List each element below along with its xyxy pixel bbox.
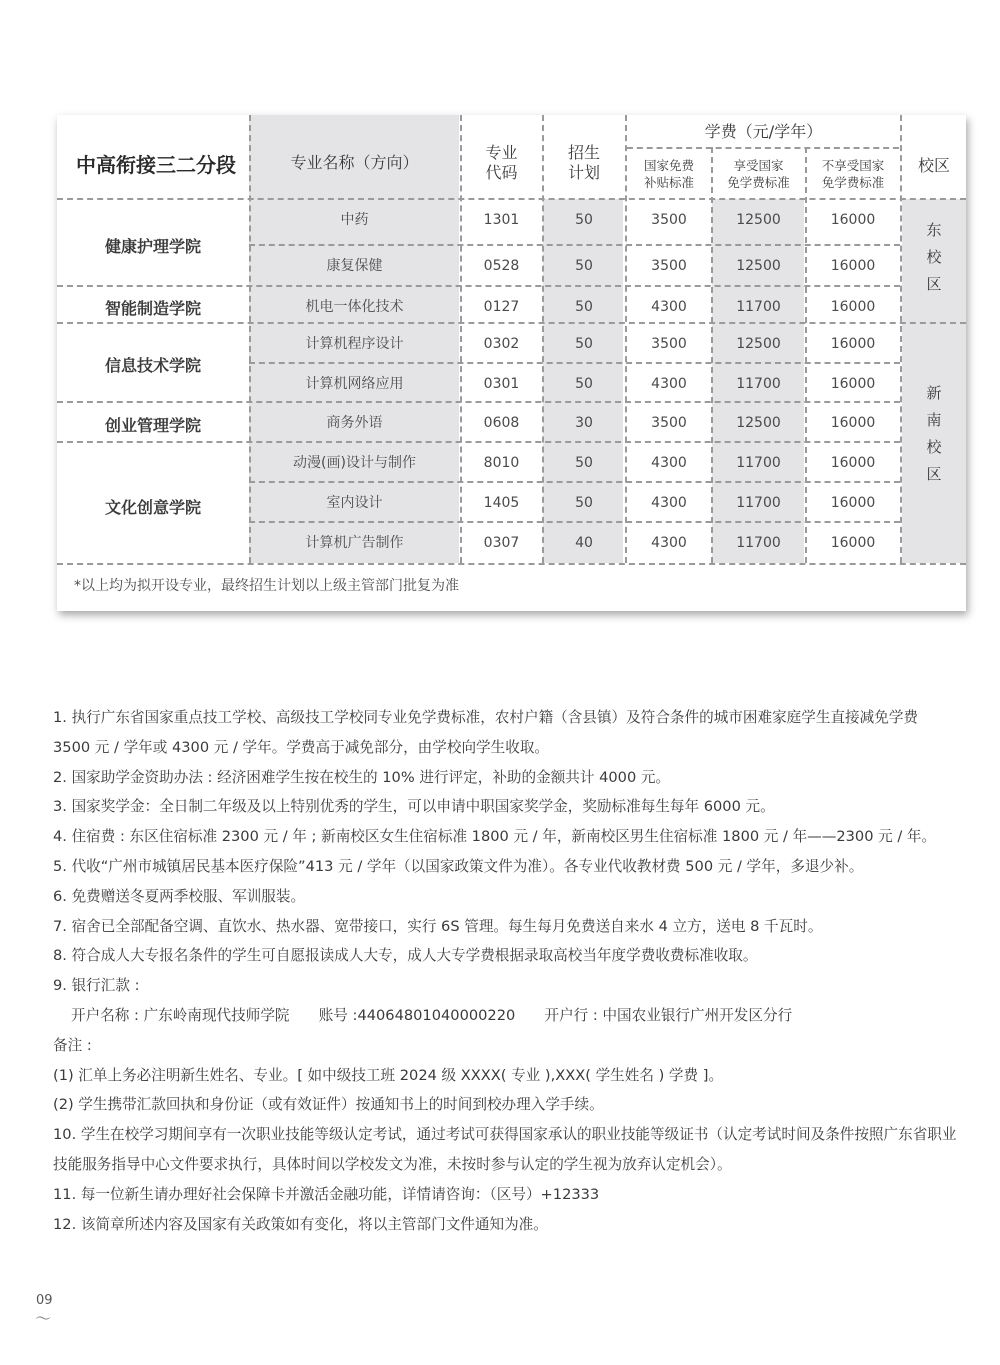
cell-major: 康复保健 <box>326 258 383 274</box>
cell-plan: 50 <box>575 299 593 315</box>
cell-fee1: 4300 <box>651 455 687 471</box>
cell-fee1: 3500 <box>651 212 687 228</box>
cell-fee2: 12500 <box>736 258 781 274</box>
cell-code: 0528 <box>483 258 520 274</box>
cell-fee2: 11700 <box>736 455 781 471</box>
note-item: 2. 国家助学金资助办法 : 经济困难学生按在校生的 10% 进行评定，补助的金额共计 4000 元。 <box>53 768 671 786</box>
cell-code: 8010 <box>483 455 520 471</box>
cell-code: 1301 <box>483 212 520 228</box>
cell-plan: 50 <box>575 455 593 471</box>
hline <box>249 362 900 364</box>
hline <box>249 481 900 483</box>
cell-fee2: 12500 <box>736 336 781 352</box>
campus-xinnan-char: 新 <box>926 384 942 402</box>
note-item: (1) 汇单上务必注明新生姓名、专业。[ 如中级技工班 2024 级 XXXX( 专业 ),XXX( 学生姓名 ) 学费 ]。 <box>53 1066 724 1084</box>
college-intelligent: 智能制造学院 <box>104 299 201 318</box>
campus-east-char: 校 <box>926 248 942 266</box>
cell-fee2: 11700 <box>736 299 781 315</box>
cell-major: 动漫(画)设计与制作 <box>293 455 416 471</box>
cell-fee3: 16000 <box>830 535 876 551</box>
cell-major: 商务外语 <box>326 415 383 431</box>
cell-fee1: 3500 <box>651 258 687 274</box>
hline <box>57 563 966 565</box>
cell-plan: 50 <box>575 212 593 228</box>
cell-plan: 50 <box>575 258 593 274</box>
campus-east-char: 区 <box>926 275 942 293</box>
cell-plan: 50 <box>575 336 593 352</box>
note-item: 7. 宿舍已全部配备空调、直饮水、热水器、宽带接口，实行 6S 管理。每生每月免费送自来水 4 立方，送电 8 千瓦时。 <box>53 917 823 935</box>
cell-fee2: 11700 <box>736 535 781 551</box>
cell-fee2: 12500 <box>736 415 781 431</box>
campus-xinnan-char: 校 <box>926 438 942 456</box>
cell-fee1: 4300 <box>651 535 687 551</box>
hline <box>249 521 900 523</box>
cell-fee1: 3500 <box>651 336 687 352</box>
table-title: 中高衔接三二分段 <box>76 153 236 177</box>
note-item: (2) 学生携带汇款回执和身份证（或有效证件）按通知书上的时间到校办理入学手续。 <box>53 1096 604 1114</box>
header-plan: 招生 计划 <box>567 143 600 182</box>
note-item: 6. 免费赠送冬夏两季校服、军训服装。 <box>53 887 306 905</box>
cell-code: 0307 <box>483 535 520 551</box>
cell-fee1: 4300 <box>651 376 687 392</box>
header-campus: 校区 <box>917 156 950 175</box>
cell-code: 0608 <box>483 415 520 431</box>
header-fee2: 享受国家 免学费标准 <box>727 158 790 190</box>
campus-xinnan-char: 区 <box>926 465 942 483</box>
cell-fee2: 11700 <box>736 376 781 392</box>
cell-major: 计算机网络应用 <box>305 376 404 392</box>
cell-plan: 40 <box>575 535 593 551</box>
cell-code: 0127 <box>483 299 520 315</box>
cell-code: 1405 <box>483 495 520 511</box>
hline <box>57 198 966 200</box>
header-fee3: 不享受国家 免学费标准 <box>821 158 885 190</box>
note-item: 8. 符合成人大专报名条件的学生可自愿报读成人大专，成人大专学费根据录取高校当年度学费收费标准收取。 <box>53 947 758 965</box>
hline <box>249 244 900 246</box>
cell-major: 计算机程序设计 <box>305 336 404 352</box>
cell-fee3: 16000 <box>830 258 876 274</box>
hline <box>57 401 900 403</box>
cell-major: 室内设计 <box>326 495 383 511</box>
cell-fee3: 16000 <box>830 495 876 511</box>
campus-east-char: 东 <box>926 221 942 239</box>
cell-plan: 30 <box>575 415 593 431</box>
cell-code: 0301 <box>483 376 520 392</box>
table-footnote: *以上均为拟开设专业，最终招生计划以上级主管部门批复为准 <box>74 578 459 594</box>
note-item: 1. 执行广东省国家重点技工学校、高级技工学校同专业免学费标准，农村户籍（含县镇）及符合条件的城市困难家庭学生直接减免学费 3500 元 / 学年或 4300 元 / 学年。学费高于减免部分，由学校向学生收取。 <box>53 709 919 756</box>
note-item: 9. 银行汇款 : <box>53 977 140 995</box>
hline <box>57 285 900 287</box>
cell-major: 中药 <box>340 212 369 228</box>
bank-account-info: 开户名称 : 广东岭南现代技师学院 账号 :44064801040000220 开户行 : 中国农业银行广州开发区分行 <box>71 1006 793 1024</box>
page-number: 09 <box>36 1293 53 1308</box>
cell-fee3: 16000 <box>830 299 876 315</box>
cell-plan: 50 <box>575 495 593 511</box>
vline <box>900 115 902 563</box>
note-item: 5. 代收“广州市城镇居民基本医疗保险”413 元 / 学年（以国家政策文件为准）。各专业代收教材费 500 元 / 学年，多退少补。 <box>53 857 864 875</box>
college-it: 信息技术学院 <box>104 356 201 375</box>
header-code: 专业 代码 <box>485 143 518 182</box>
cell-fee2: 12500 <box>736 212 781 228</box>
college-business: 创业管理学院 <box>104 416 201 435</box>
fee-table-card <box>57 115 966 611</box>
cell-fee3: 16000 <box>830 415 876 431</box>
hline <box>627 147 899 149</box>
hline <box>57 441 900 443</box>
cell-fee3: 16000 <box>830 336 876 352</box>
note-item: 备注 : <box>53 1036 92 1054</box>
note-item: 3. 国家奖学金：全日制二年级及以上特别优秀的学生，可以申请中职国家奖学金，奖励标准每生每年 6000 元。 <box>53 798 775 816</box>
header-fee-group: 学费（元/学年） <box>704 122 823 141</box>
college-health: 健康护理学院 <box>104 237 201 256</box>
campus-xinnan-char: 南 <box>926 411 942 429</box>
college-culture: 文化创意学院 <box>104 498 201 517</box>
header-major: 专业名称（方向） <box>290 153 419 172</box>
cell-fee1: 4300 <box>651 495 687 511</box>
cell-fee3: 16000 <box>830 376 876 392</box>
header-fee1: 国家免费 补贴标准 <box>643 158 694 190</box>
cell-plan: 50 <box>575 376 593 392</box>
page-mark: 〜 <box>35 1309 52 1328</box>
hline <box>57 322 966 324</box>
note-item: 12. 该简章所述内容及国家有关政策如有变化，将以主管部门文件通知为准。 <box>53 1215 548 1233</box>
cell-fee3: 16000 <box>830 212 876 228</box>
note-item: 11. 每一位新生请办理好社会保障卡并激活金融功能，详情请咨询：（区号）+12333 <box>53 1185 600 1203</box>
notes-section <box>53 703 958 1239</box>
cell-fee3: 16000 <box>830 455 876 471</box>
note-item: 4. 住宿费 : 东区住宿标准 2300 元 / 年 ; 新南校区女生住宿标准 1800 元 / 年，新南校区男生住宿标准 1800 元 / 年——2300 元 / 年。 <box>53 828 937 846</box>
cell-major: 计算机广告制作 <box>305 535 404 551</box>
cell-code: 0302 <box>483 336 520 352</box>
cell-fee1: 4300 <box>651 299 687 315</box>
cell-fee1: 3500 <box>651 415 687 431</box>
note-item: 10. 学生在校学习期间享有一次职业技能等级认定考试，通过考试可获得国家承认的职业技能等级证书（认定考试时间及条件按照广东省职业技能服务指导中心文件要求执行，具体时间以学校发文为准，未按时参与认定的学生视为放弃认定机会）。 <box>53 1126 957 1173</box>
cell-fee2: 11700 <box>736 495 781 511</box>
cell-major: 机电一体化技术 <box>305 299 404 315</box>
